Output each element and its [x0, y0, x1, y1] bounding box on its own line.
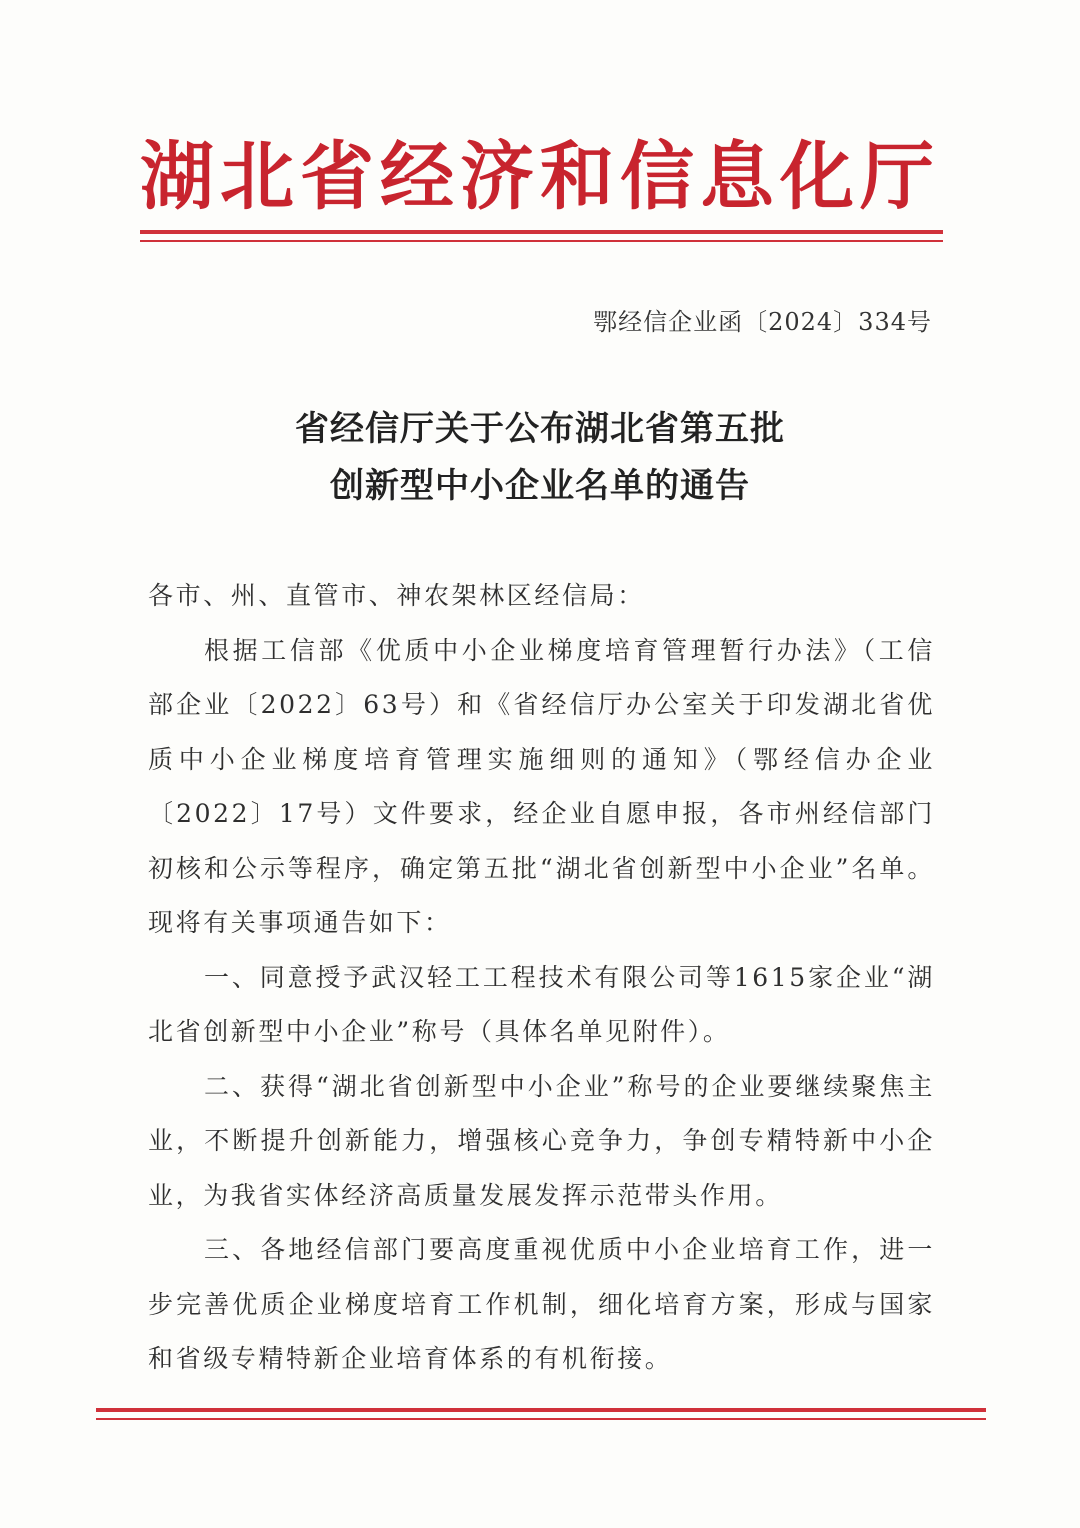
body-paragraph: 二、获得“湖北省创新型中小企业”称号的企业要继续聚焦主业，不断提升创新能力，增强核心竞争力，争创专精特新中小企业，为我省实体经济高质量发展发挥示范带头作用。	[148, 1071, 935, 1210]
footer-rule-thick	[96, 1408, 986, 1412]
salutation: 各市、州、直管市、神农架林区经信局：	[148, 581, 645, 610]
document-title-line-1: 省经信厅关于公布湖北省第五批	[295, 409, 785, 449]
organization-header: 湖北省经济和信息化厅	[140, 134, 940, 220]
body-paragraph: 三、各地经信部门要高度重视优质中小企业培育工作，进一步完善优质企业梯度培育工作机制，细化培育方案，形成与国家和省级专精特新企业培育体系的有机衔接。	[148, 1235, 935, 1373]
body-paragraph: 根据工信部《优质中小企业梯度培育管理暂行办法》（工信部企业〔2022〕63号）和《省经信厅办公室关于印发湖北省优质中小企业梯度培育管理实施细则的通知》（鄂经信办企业〔2022〕17号）文件要求，经企业自愿申报，各市州经信部门初核和公示等程序，确定第五批“湖北省创新型中小企业”名单。现将有关事项通告如下：	[148, 635, 935, 937]
document-number: 鄂经信企业函〔2024〕334号	[593, 308, 932, 336]
document-body	[148, 569, 935, 1387]
document-title-line-2: 创新型中小企业名单的通告	[330, 466, 750, 506]
body-paragraph: 一、同意授予武汉轻工工程技术有限公司等1615家企业“湖北省创新型中小企业”称号（具体名单见附件）。	[148, 962, 935, 1046]
header-rule-thin	[140, 240, 943, 242]
footer-rule-thin	[96, 1418, 986, 1420]
header-rule-thick	[140, 230, 943, 234]
